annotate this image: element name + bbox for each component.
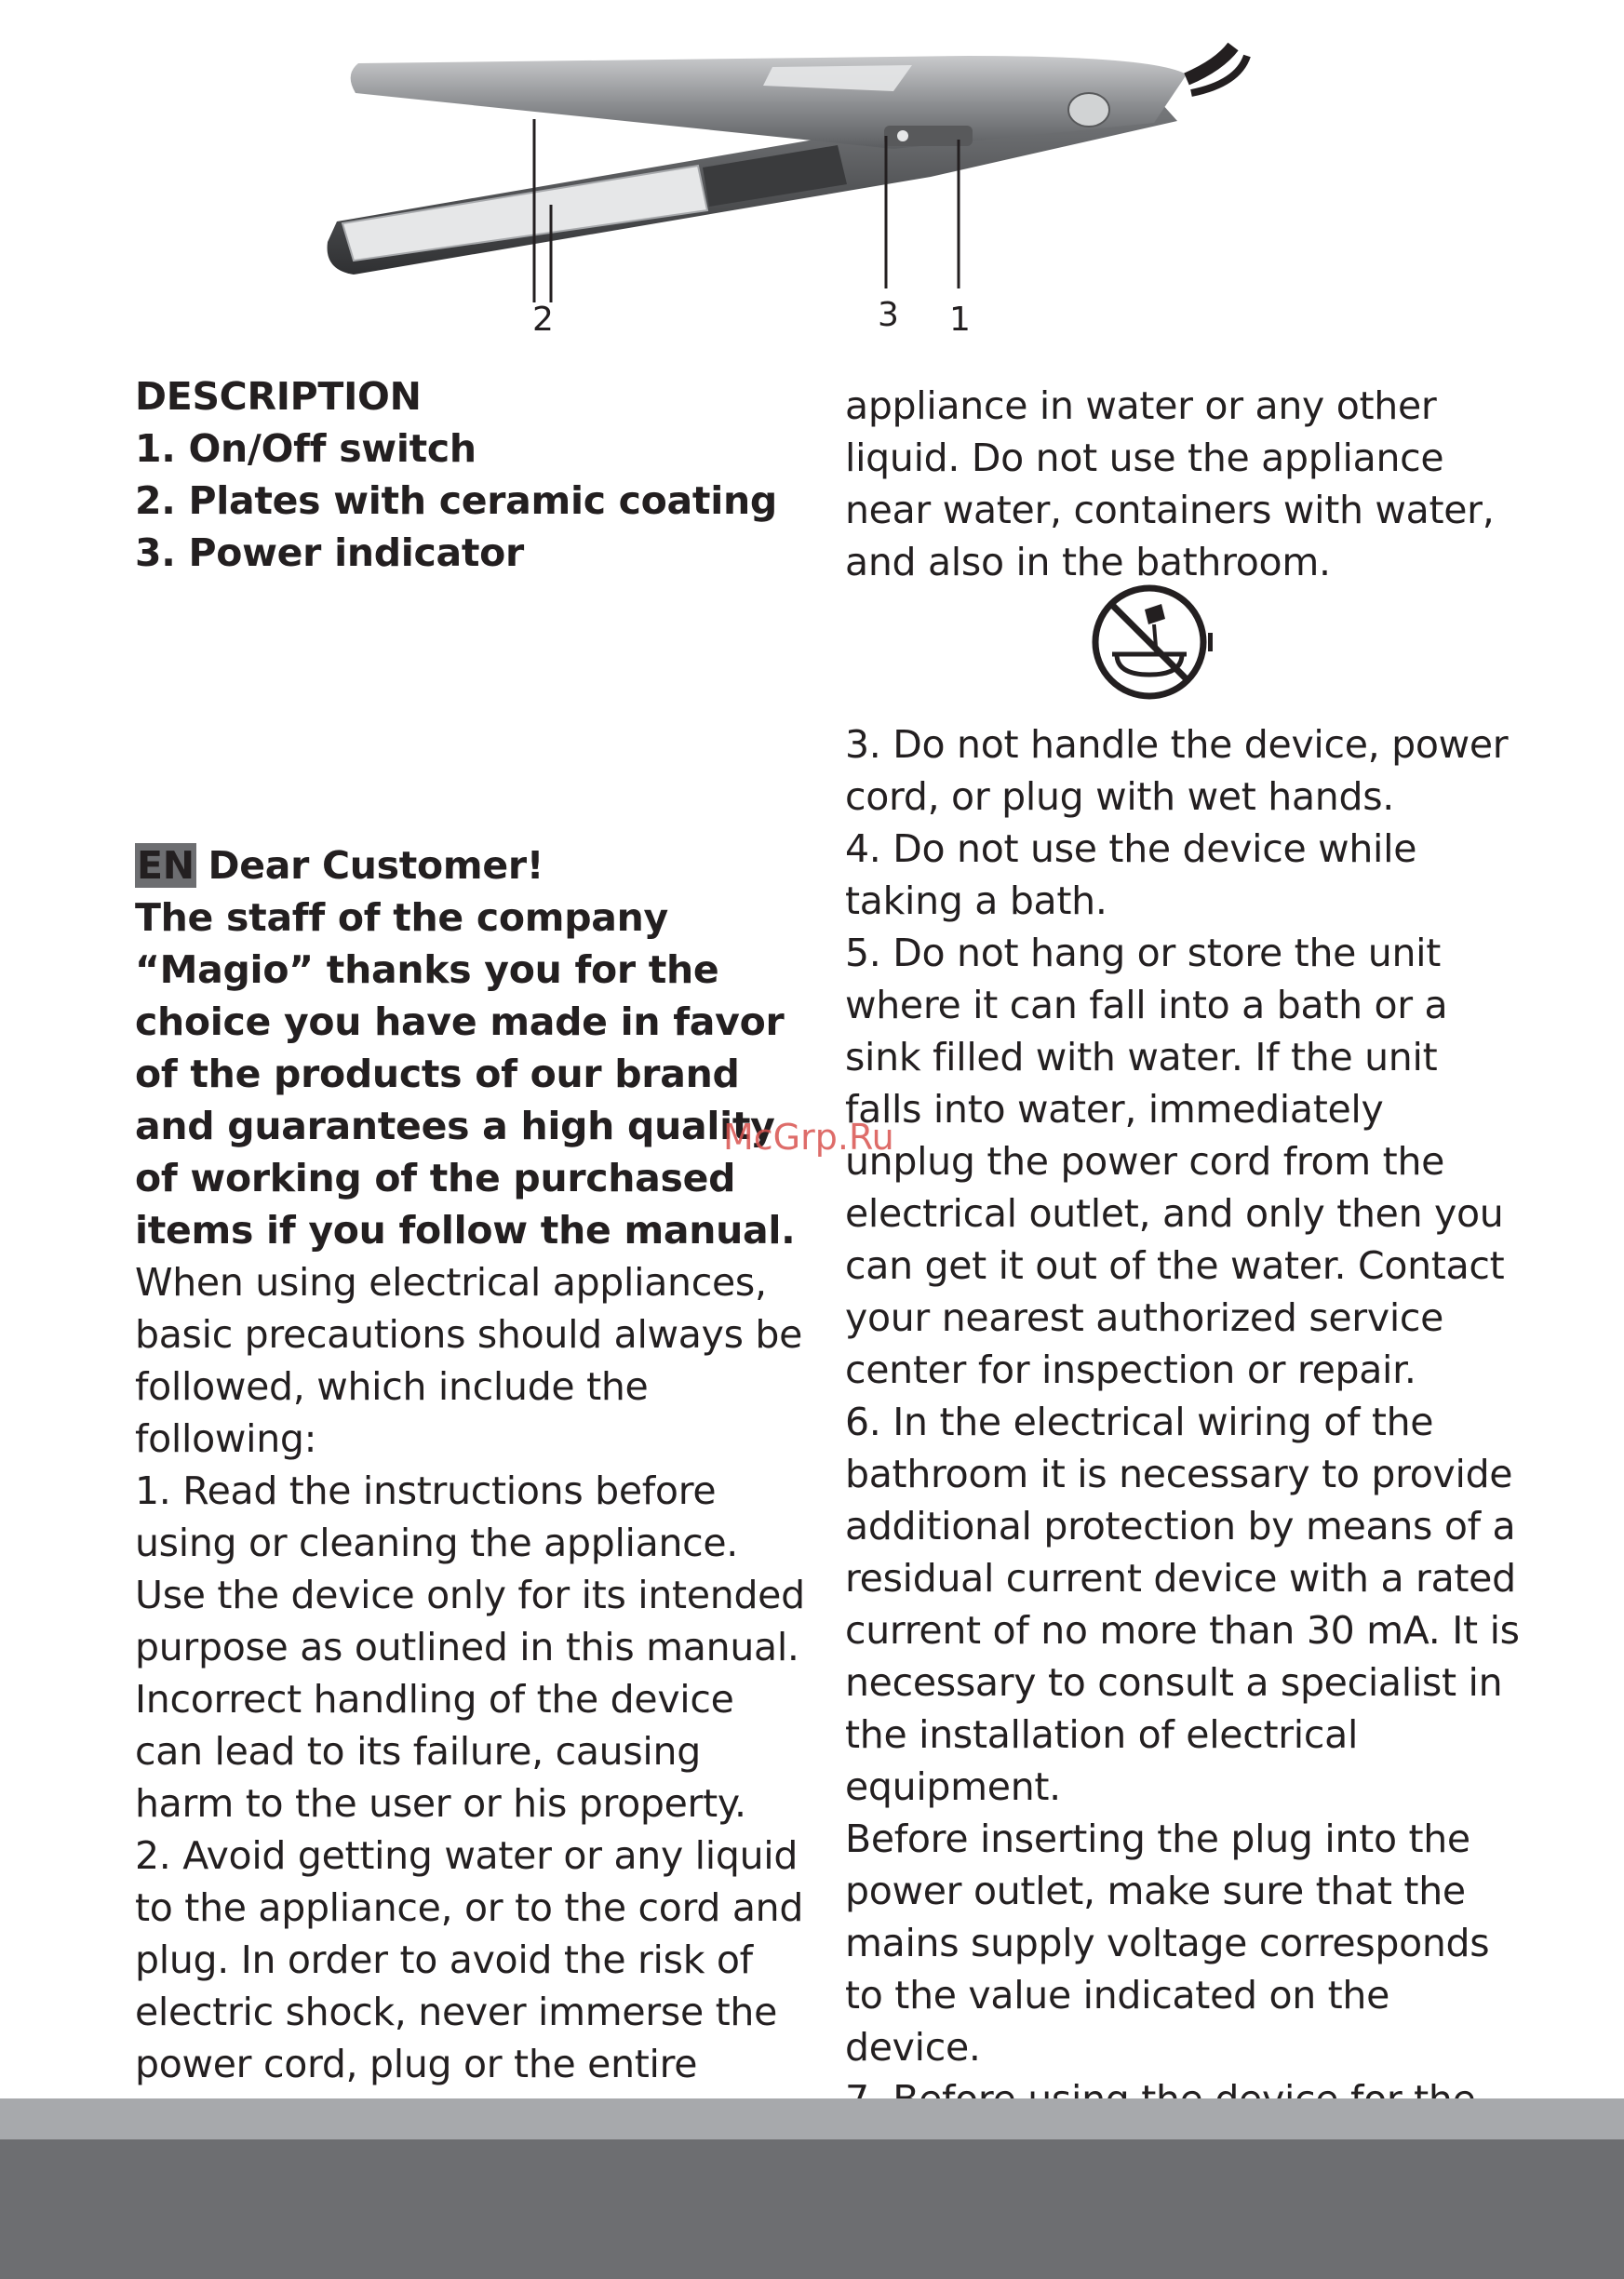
precautions-intro: When using electrical appliances, basic precautions should always be followed, which include the following:	[135, 1260, 803, 1461]
intro-block	[135, 839, 810, 2090]
greeting-line	[135, 839, 810, 891]
description-heading: DESCRIPTION	[135, 374, 422, 419]
hair-straightener-illustration	[316, 37, 1303, 344]
safety-item-1: 1. Read the instructions before using or cleaning the appliance. Use the device only for its intended purpose as outlined in this manual. Incorrect handling of the device can lead to its failure, causing harm to the user or his property.	[135, 1468, 805, 1826]
language-badge: EN	[137, 843, 195, 888]
safety-item-2: 2. Avoid getting water or any liquid to the appliance, or to the cord and plug. In order to avoid the risk of electric shock, never immerse the power cord, plug or the entire	[135, 1833, 804, 2086]
footer-band-light	[0, 2098, 1624, 2139]
description-block	[135, 370, 810, 579]
description-item: 3. Power indicator	[135, 530, 524, 575]
callout-number: 2	[532, 301, 554, 339]
callout-number: 1	[949, 301, 971, 339]
safety-item-6: 6. In the electrical wiring of the bathroom it is necessary to provide additional protection by means of a residual current device with a rated current of no more than 30 mA. It is necessary to consult a specialist in the installation of electrical equipment.	[845, 1400, 1520, 1809]
safety-item-5: 5. Do not hang or store the unit where it can fall into a bath or a sink filled with water. If the unit falls into water, immediately unplug the power cord from the electrical outlet, and only then you can get it out of the water. Contact your nearest authorized service center for inspection or repair.	[845, 931, 1505, 1392]
voltage-note: Before inserting the plug into the power outlet, make sure that the mains supply voltage corresponds to the value indicated on the device.	[845, 1816, 1490, 2070]
callout-number: 3	[878, 296, 899, 334]
greeting: Dear Customer!	[208, 843, 544, 888]
safety-item-4: 4. Do not use the device while taking a bath.	[845, 826, 1417, 923]
description-item: 2. Plates with ceramic coating	[135, 478, 777, 523]
description-item: 1. On/Off switch	[135, 426, 476, 471]
thanks-paragraph: The staff of the company “Magio” thanks you for the choice you have made in favor of the products of our brand and guarantees a high quality of working of the purchased items if you follow the manual.	[135, 895, 796, 1253]
safety-item-2-continued: appliance in water or any other liquid. Do not use the appliance near water, containers with water, and also in the bathroom.	[845, 383, 1495, 584]
watermark: McGrp.Ru	[723, 1117, 894, 1158]
safety-item-3: 3. Do not handle the device, power cord, or plug with wet hands.	[845, 722, 1509, 819]
no-bath-use-icon	[1089, 582, 1219, 703]
footer-band-dark	[0, 2139, 1624, 2279]
